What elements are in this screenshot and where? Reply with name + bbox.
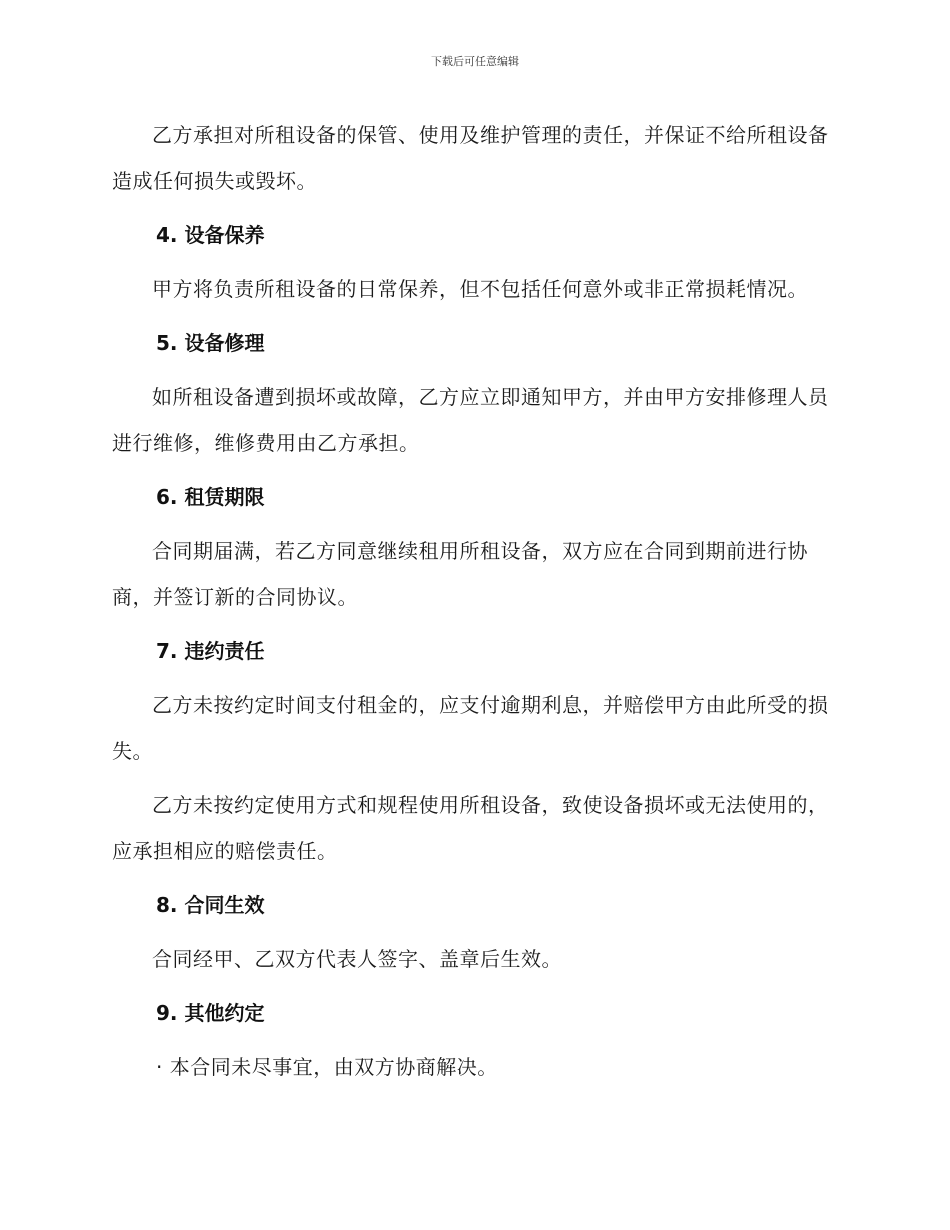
section-5-paragraph: 如所租设备遭到损坏或故障，乙方应立即通知甲方，并由甲方安排修理人员进行维修，维修费用由乙方承担。 [112,385,829,455]
section-6-paragraph: 合同期届满，若乙方同意继续租用所租设备，双方应在合同到期前进行协商，并签订新的合同协议。 [112,539,808,609]
page-header: 下载后可任意编辑 [431,55,519,68]
section-heading-6: 6. 租赁期限 [156,485,265,509]
section-heading-7: 7. 违约责任 [156,639,265,663]
section-7-paragraph-1: 乙方未按约定时间支付租金的，应支付逾期利息，并赔偿甲方由此所受的损失。 [112,693,829,763]
section-heading-8: 8. 合同生效 [156,893,265,917]
intro-paragraph: 乙方承担对所租设备的保管、使用及维护管理的责任，并保证不给所租设备造成任何损失或毁坏。 [112,123,829,193]
section-4-paragraph: 甲方将负责所租设备的日常保养，但不包括任何意外或非正常损耗情况。 [152,277,808,301]
section-9-bullet-item: · 本合同未尽事宜，由双方协商解决。 [156,1055,498,1079]
section-8-paragraph: 合同经甲、乙双方代表人签字、盖章后生效。 [152,947,562,971]
document-body [112,112,832,1090]
section-heading-4: 4. 设备保养 [156,223,265,247]
section-heading-5: 5. 设备修理 [156,331,265,355]
section-heading-9: 9. 其他约定 [156,1001,265,1025]
section-7-paragraph-2: 乙方未按约定使用方式和规程使用所租设备，致使设备损坏或无法使用的，应承担相应的赔偿责任。 [112,793,829,863]
